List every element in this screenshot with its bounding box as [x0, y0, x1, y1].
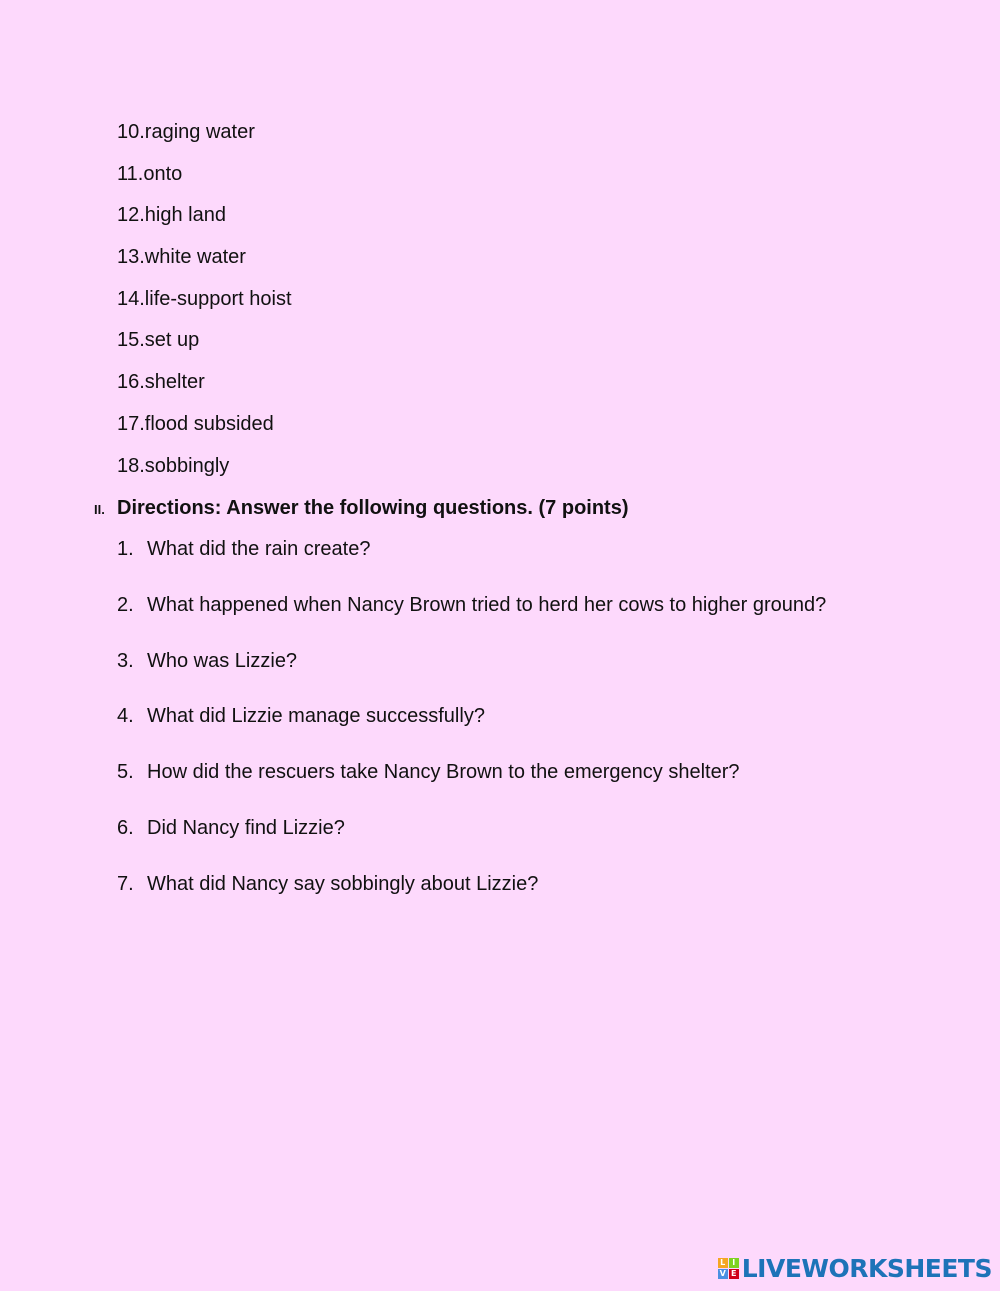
question-item — [117, 870, 826, 926]
question-text: What did the rain create? — [147, 538, 371, 560]
logo-mark-tile: E — [729, 1269, 739, 1279]
vocab-item: 11.onto — [117, 162, 183, 185]
question-number: 7. — [117, 872, 134, 895]
logo-mark-tile: V — [719, 1269, 726, 1278]
question-list — [117, 535, 826, 926]
question-text: What happened when Nancy Brown tried to herd her cows to higher ground? — [147, 593, 827, 616]
vocabulary-list — [117, 118, 292, 493]
logo-text: LIVEWORKSHEETS — [741, 1254, 992, 1283]
vocab-item: 17.flood subsided — [117, 412, 274, 435]
logo-mark-tile: L — [718, 1258, 728, 1268]
liveworksheets-logo — [718, 1254, 992, 1283]
vocab-item: 13.white water — [117, 246, 246, 269]
question-item — [117, 591, 826, 647]
section-number: II. — [94, 502, 105, 517]
question-item — [117, 647, 826, 703]
question-number: 4. — [117, 705, 134, 728]
section-heading — [94, 494, 629, 524]
logo-mark-tile: I — [729, 1258, 739, 1268]
question-number: 2. — [117, 593, 134, 616]
vocab-item: 12.high land — [117, 204, 226, 227]
logo-mark-icon — [718, 1258, 739, 1279]
vocab-item: 15.set up — [117, 329, 200, 352]
question-text: Who was Lizzie? — [147, 649, 298, 672]
question-item — [117, 758, 826, 814]
question-text: What did Nancy say sobbingly about Lizzie? — [147, 872, 539, 895]
question-text: Did Nancy find Lizzie? — [147, 816, 345, 839]
vocab-item: 18.sobbingly — [117, 454, 230, 477]
vocab-item: 10.raging water — [117, 121, 255, 143]
vocab-item: 14.life-support hoist — [117, 287, 292, 310]
question-number: 1. — [117, 538, 134, 560]
question-number: 5. — [117, 761, 134, 784]
question-item — [117, 702, 826, 758]
question-number: 3. — [117, 649, 134, 672]
question-number: 6. — [117, 816, 134, 839]
question-text: What did Lizzie manage successfully? — [147, 705, 485, 728]
question-item — [117, 535, 826, 591]
question-text: How did the rescuers take Nancy Brown to the emergency shelter? — [147, 761, 740, 784]
section-directions: Directions: Answer the following questions. (7 points) — [117, 497, 629, 519]
vocab-item: 16.shelter — [117, 371, 205, 394]
question-item — [117, 814, 826, 870]
